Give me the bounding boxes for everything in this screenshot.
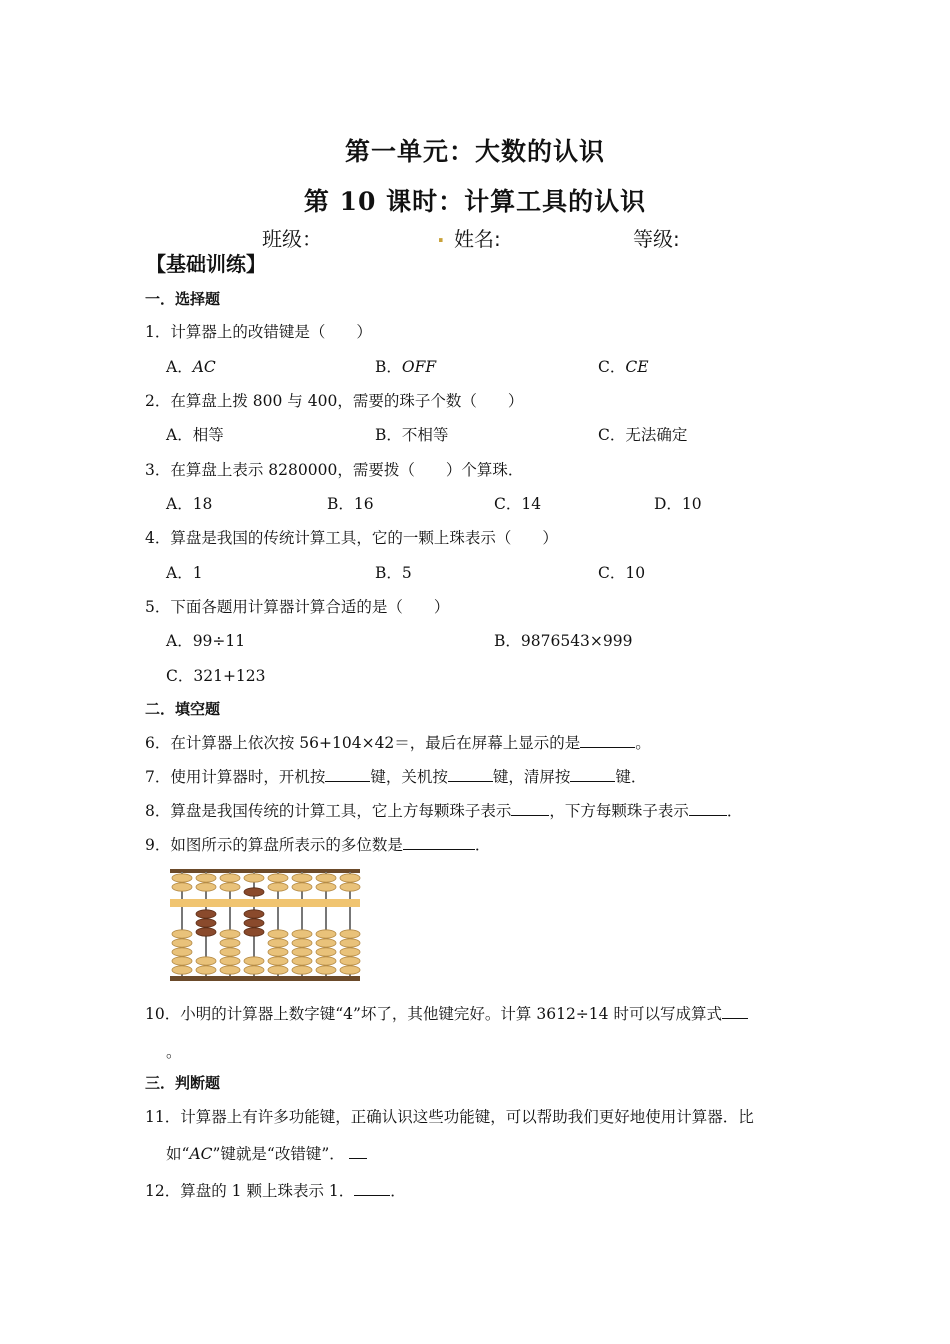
abacus-lower-bead [244,966,264,974]
abacus-lower-bead [268,957,288,965]
abacus-bottom-frame [170,976,360,981]
lesson-title: 第 10 课时：计算工具的认识 [303,187,647,216]
question-10: 10．小明的计算器上数字键“4”坏了，其他键完好。计算 3612÷14 时可以写成算式 [145,1002,748,1024]
abacus-upper-bead [268,874,288,882]
q1-option-b: B．OFF [375,358,437,376]
abacus-upper-bead [172,883,192,891]
abacus-lower-bead [292,930,312,938]
abacus-upper-bead [244,874,264,882]
q3-option-c: C．14 [494,495,542,513]
abacus-lower-bead [292,957,312,965]
question-2: 2．在算盘上拨 800 与 400，需要的珠子个数（ ） [145,392,524,410]
q5-option-c: C．321+123 [166,667,266,685]
abacus-lower-bead [268,948,288,956]
name-label: 姓名: [454,227,501,251]
abacus-lower-bead [220,966,240,974]
abacus-lower-bead [244,910,264,918]
abacus-upper-bead [292,883,312,891]
answer-blank[interactable] [325,767,370,782]
question-1: 1．计算器上的改错键是（ ） [145,323,372,341]
question-12: 12．算盘的 1 颗上珠表示 1． ． [145,1182,406,1200]
abacus-lower-bead [292,939,312,947]
abacus-upper-bead [196,883,216,891]
abacus-lower-bead [244,919,264,927]
q4-option-a: A．1 [166,564,203,582]
question-8: 8．算盘是我国传统的计算工具，它上方每颗珠子表示 ，下方每颗珠子表示 ． [145,802,743,820]
abacus-upper-bead [340,883,360,891]
abacus-upper-bead [268,883,288,891]
abacus-lower-bead [244,957,264,965]
abacus-lower-bead [172,948,192,956]
abacus-lower-bead [292,966,312,974]
grade-label: 等级: [633,227,680,251]
abacus-lower-bead [196,957,216,965]
q3-option-d: D．10 [654,495,702,513]
abacus-lower-bead [172,957,192,965]
unit-title: 第一单元：大数的认识 [344,137,605,166]
answer-blank[interactable] [689,801,727,816]
abacus-lower-bead [292,948,312,956]
answer-blank[interactable] [403,835,475,850]
abacus-lower-bead [244,928,264,936]
q2-option-b: B．不相等 [375,426,449,444]
q5-option-b: B．9876543×999 [494,632,633,650]
question-10-cont: 。 [166,1043,182,1061]
abacus-lower-bead [172,930,192,938]
abacus-top-frame [170,869,360,873]
q4-option-b: B．5 [375,564,412,582]
abacus-upper-bead [172,874,192,882]
abacus-image [168,866,364,984]
basic-training-heading: 【基础训练】 [146,252,266,276]
abacus-lower-bead [316,930,336,938]
abacus-lower-bead [268,966,288,974]
separator-dot: . [437,223,445,247]
answer-blank[interactable] [354,1181,390,1196]
abacus-upper-bead [316,874,336,882]
abacus-lower-bead [316,948,336,956]
abacus-lower-bead [340,939,360,947]
abacus-lower-bead [340,966,360,974]
abacus-upper-bead [316,883,336,891]
section-fill: 二．填空题 [145,700,221,718]
q4-option-c: C．10 [598,564,646,582]
abacus-lower-bead [172,966,192,974]
answer-blank[interactable] [570,767,615,782]
q5-option-a: A．99÷11 [166,632,246,650]
abacus-upper-bead [244,888,264,896]
class-label: 班级： [262,227,322,251]
q3-option-b: B．16 [327,495,374,513]
abacus-upper-bead [340,874,360,882]
section-choice: 一．选择题 [145,290,221,308]
abacus-lower-bead [220,957,240,965]
abacus-lower-bead [220,948,240,956]
question-9: 9．如图所示的算盘所表示的多位数是 ． [145,836,491,854]
abacus-lower-bead [172,939,192,947]
abacus-upper-bead [196,874,216,882]
q2-option-c: C．无法确定 [598,426,688,444]
abacus-lower-bead [196,919,216,927]
abacus-lower-bead [340,957,360,965]
abacus-lower-bead [196,928,216,936]
question-4: 4．算盘是我国的传统计算工具，它的一颗上珠表示（ ） [145,529,558,547]
q3-option-a: A．18 [166,495,213,513]
abacus-lower-bead [316,966,336,974]
abacus-upper-bead [292,874,312,882]
abacus-beam [170,899,360,907]
q1-option-a: A．AC [166,358,216,376]
question-3: 3．在算盘上表示 8280000，需要拨（ ）个算珠． [145,461,524,479]
abacus-lower-bead [220,939,240,947]
abacus-lower-bead [316,957,336,965]
question-11: 11．计算器上有许多功能键，正确认识这些功能键，可以帮助我们更好地使用计算器．比 [145,1108,754,1126]
abacus-svg [168,866,364,984]
q2-option-a: A．相等 [166,426,224,444]
abacus-lower-bead [268,939,288,947]
q1-option-c: C．CE [598,358,649,376]
question-11-cont: 如“AC”键就是“改错键”． [166,1142,367,1164]
answer-blank[interactable] [349,1144,367,1159]
abacus-lower-bead [268,930,288,938]
abacus-lower-bead [196,910,216,918]
answer-blank[interactable] [448,767,493,782]
abacus-lower-bead [340,930,360,938]
answer-blank[interactable] [580,733,635,748]
question-7: 7．使用计算器时，开机按 键，关机按 键，清屏按 键． [145,768,647,786]
abacus-lower-bead [196,966,216,974]
section-judge: 三．判断题 [145,1074,221,1092]
question-5: 5．下面各题用计算器计算合适的是（ ） [145,598,450,616]
abacus-lower-bead [220,930,240,938]
question-6: 6．在计算器上依次按 56+104×42＝，最后在屏幕上显示的是 。 [145,734,651,752]
abacus-lower-bead [340,948,360,956]
answer-blank[interactable] [722,1004,748,1019]
abacus-lower-bead [316,939,336,947]
abacus-upper-bead [220,874,240,882]
abacus-upper-bead [220,883,240,891]
answer-blank[interactable] [511,801,549,816]
